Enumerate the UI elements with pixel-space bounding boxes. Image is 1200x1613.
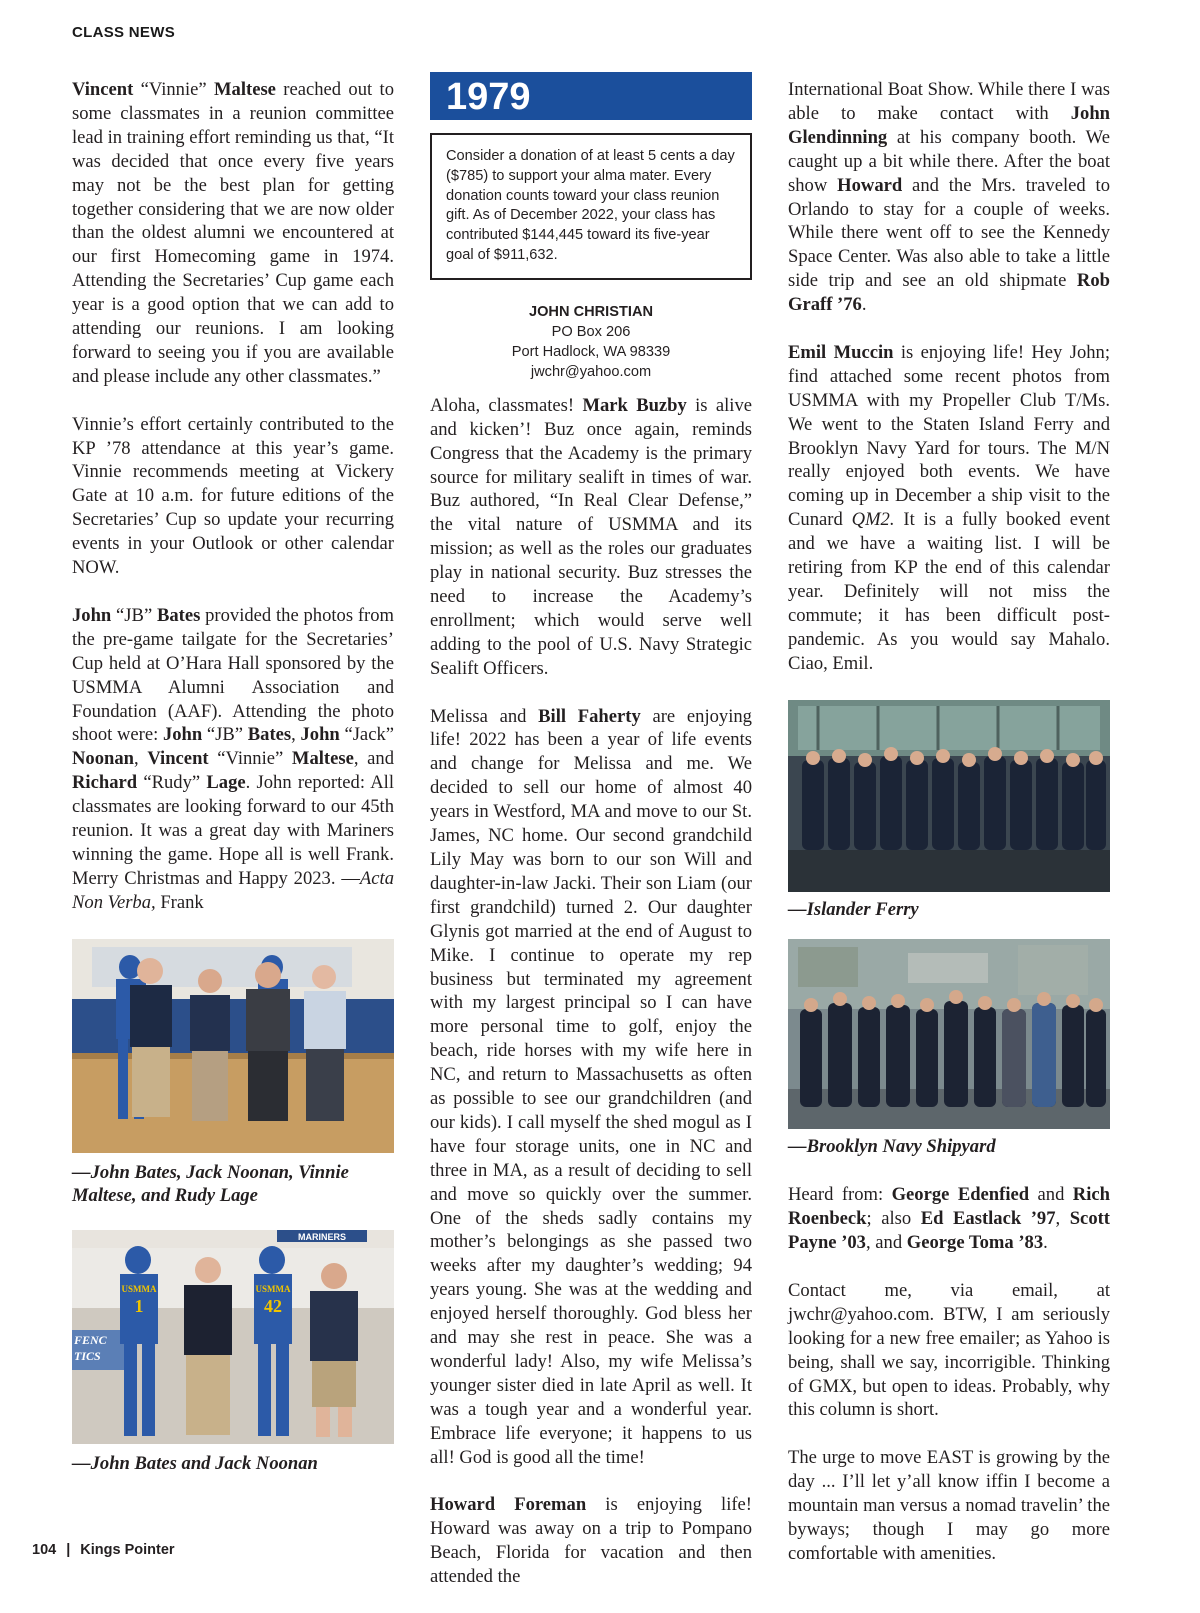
mannequin-photo-graphic	[72, 1230, 394, 1444]
bold-name: Bates	[156, 604, 201, 626]
page-footer	[32, 1542, 175, 1558]
paragraph: The urge to move EAST is growing by the day ... I’ll let y’all know iffin I become a mountain man versus a nomad travelin’ the byways; though I may go more comfortable with amenities.	[788, 1447, 1110, 1564]
italic-text: Acta Non Verba,	[72, 867, 394, 913]
publication-name: Kings Pointer	[80, 1542, 175, 1558]
bold-name: John	[162, 724, 203, 746]
section-label: CLASS NEWS	[72, 24, 176, 41]
paragraph: International Boat Show. While there I was able to make contact with John Glendinning at his company booth. We caught up a bit while there. After the boat show Howard and the Mrs. traveled to Orlando to stay for a couple of weeks. While there went off to see the Kennedy Space Center. Was also able to take a little side trip and see an old shipmate Rob Graff ’76.	[788, 79, 1110, 316]
paragraph: Melissa and Bill Faherty are enjoying life! 2022 has been a year of life events and change for Melissa and me. We decided to sell our home of almost 40 years in Westford, MA and move to our St. James, NC home. Our second grandchild Lily May was born to our son Will and daughter-in-law Jacki. Their son Liam (our first grandchild) turned 2. Our daughter Glynis got married at the end of August to Mike. I continue to operate my rep business but terminated my agreement with my largest principal so I can have more personal time to golf, enjoy the beach, ride horses with my wife here in NC, and return to Massachusetts as often as possible to see our grandchildren (and our kids). I call myself the shed mogul as I have four storage units, one in NC and three in MA, as a result of deciding to sell and move so quickly over the summer. One of the sheds sadly contains my mother’s belongings as she passed two weeks after my daughter’s wedding; 94 years young. She was at the wedding and enjoyed herself thoroughly. God bless her and may she rest in peace. She was a wonderful lady! Also, my wife Melissa’s younger sister died in late April as well. It was a tough year and a wonderful year. Embrace life everyone; it happens to us all! God is good all the time!	[430, 705, 752, 1468]
bold-name: Emil Muccin	[788, 341, 894, 363]
donation-box: Consider a donation of at least 5 cents a day ($785) to support your alma mater. Every donation counts toward your class reunion gift. As of December 2022, your class has contributed $144,445 toward its five-year goal of $911,632.	[430, 133, 752, 280]
gym-photo-graphic	[72, 939, 394, 1153]
bold-name: Scott Payne ’03	[788, 1208, 1110, 1254]
jersey-number-1: 1	[134, 1296, 144, 1317]
bold-name: Maltese	[213, 79, 276, 100]
paragraph: Aloha, classmates! Mark Buzby is alive and kicken’! Buz once again, reminds Congress that the Academy is the primary source for military sealift in times of war. Buz authored, “In Real Clear Defense,” the vital nature of USMMA and its mission; as well as the roles our graduates play in national security. Buz stresses the need to increase the Academy’s enrollment; which would serve well adding to the pool of U.S. Navy Strategic Sealift Officers.	[430, 394, 752, 679]
paragraph: Heard from: George Edenfied and Rich Roenbeck; also Ed Eastlack ’97, Scott Payne ’03, and George Toma ’83.	[788, 1184, 1110, 1254]
photo-caption: —Islander Ferry	[788, 898, 919, 920]
bold-name: George Edenfied	[891, 1184, 1030, 1206]
photo-gym-four-men	[72, 939, 394, 1153]
bold-name: Vincent	[147, 748, 209, 770]
column-1	[72, 78, 394, 1476]
italic-text: QM2.	[851, 509, 895, 531]
bold-name: John	[72, 604, 112, 626]
bold-name: Maltese	[291, 748, 354, 770]
paragraph: John “JB” Bates provided the photos from the pre-game tailgate for the Secretaries’ Cup held at O’Hara Hall sponsored by the USMMA Alumni Association and Foundation (AAF). Attending the photo shoot were: John “JB” Bates, John “Jack” Noonan, Vincent “Vinnie” Maltese, and Richard “Rudy” Lage. John reported: All classmates are looking forward to our 45th reunion. It was a great day with Mariners winning the game. Hope all is well Frank. Merry Christmas and Happy 2023. —Acta Non Verba, Frank	[72, 604, 394, 913]
photo-two-men-mannequins	[72, 1230, 394, 1444]
jersey-text-1: USMMA	[121, 1284, 157, 1295]
paragraph: Howard Foreman is enjoying life! Howard was away on a trip to Pompano Beach, Florida for vacation and then attended the	[430, 1494, 752, 1588]
bold-name: Howard	[837, 174, 903, 196]
secretary-address-1: PO Box 206	[551, 323, 631, 340]
bold-name: Ed Eastlack ’97	[920, 1208, 1056, 1230]
bold-name: Bill Faherty	[538, 705, 641, 727]
bold-name: Richard	[72, 772, 138, 794]
bold-name: Bates	[247, 724, 292, 746]
bold-name: Vincent	[72, 79, 134, 100]
jersey-number-2: 42	[264, 1296, 282, 1317]
photo-caption: —Brooklyn Navy Shipyard	[788, 1136, 996, 1158]
secretary-email[interactable]: jwchr@yahoo.com	[530, 363, 652, 380]
paragraph: Emil Muccin is enjoying life! Hey John; find attached some recent photos from USMMA with my Propeller Club T/Ms. We went to the Staten Island Ferry and Brooklyn Navy Yard for tours. The M/N really enjoyed both events. We have coming up in December a ship visit to the Cunard QM2. It is a fully booked event and we have a waiting list. I will be retiring from KP the end of this calendar year. Definitely will not miss the commute; it has been difficult post-pandemic. As you would say Mahalo. Ciao, Emil.	[788, 341, 1111, 674]
wall-text-2: TICS	[74, 1349, 101, 1364]
column-2	[430, 78, 752, 1613]
bold-name: Mark Buzby	[582, 394, 687, 416]
column-3	[788, 78, 1110, 1590]
photo-brooklyn-navy-yard-group	[788, 939, 1110, 1129]
class-year-banner: 1979	[430, 72, 752, 120]
bold-name: Rich Roenbeck	[788, 1184, 1110, 1230]
paragraph: Contact me, via email, at jwchr@yahoo.com. BTW, I am seriously looking for a new free emailer; as Yahoo is being, shall we say, incorrigible. Thinking of GMX, but open to ideas. Probably, why this column is short.	[788, 1279, 1110, 1421]
bold-name: John	[300, 724, 340, 746]
ferry-photo-graphic	[788, 700, 1110, 892]
wall-text-1: FENC	[74, 1333, 107, 1348]
navy-yard-photo-graphic	[788, 939, 1110, 1129]
bold-name: John Glendinning	[788, 102, 1110, 148]
photo-caption: —John Bates, Jack Noonan, Vinnie Maltese, and Rudy Lage	[72, 1161, 349, 1207]
paragraph: Vincent “Vinnie” Maltese reached out to some classmates in a reunion committee lead in training effort reminding us that, “It was decided that once every five years may not be the best plan for getting together considering that we are now older than the oldest alumni we encountered at our first Homecoming game in 1974. Attending the Secretaries’ Cup game each year is a good option that we can add to attending our reunions. I am looking forward to seeing you if you are available and please include any other classmates.”	[72, 79, 394, 387]
bold-name: Howard Foreman	[430, 1494, 587, 1516]
jersey-text-2: USMMA	[255, 1284, 291, 1295]
paragraph: Vinnie’s effort certainly contributed to the KP ’78 attendance at this year’s game. Vinnie recommends meeting at Vickery Gate at 10 a.m. for future editions of the Secretaries’ Cup so update your recurring events in your Outlook or other calendar NOW.	[72, 413, 394, 579]
bold-name: Noonan	[72, 748, 135, 770]
secretary-address-2: Port Hadlock, WA 98339	[511, 343, 671, 360]
bold-name: George Toma ’83	[906, 1232, 1044, 1254]
footer-separator: |	[66, 1542, 71, 1558]
mariners-banner: MARINERS	[297, 1232, 347, 1243]
bold-name: Rob Graff ’76	[788, 270, 1110, 316]
page-number: 104	[32, 1542, 57, 1558]
bold-name: Lage	[206, 772, 246, 794]
class-secretary-contact	[430, 302, 752, 382]
secretary-name: JOHN CHRISTIAN	[528, 303, 654, 320]
photo-islander-ferry-group	[788, 700, 1110, 892]
photo-caption: —John Bates and Jack Noonan	[72, 1453, 318, 1475]
